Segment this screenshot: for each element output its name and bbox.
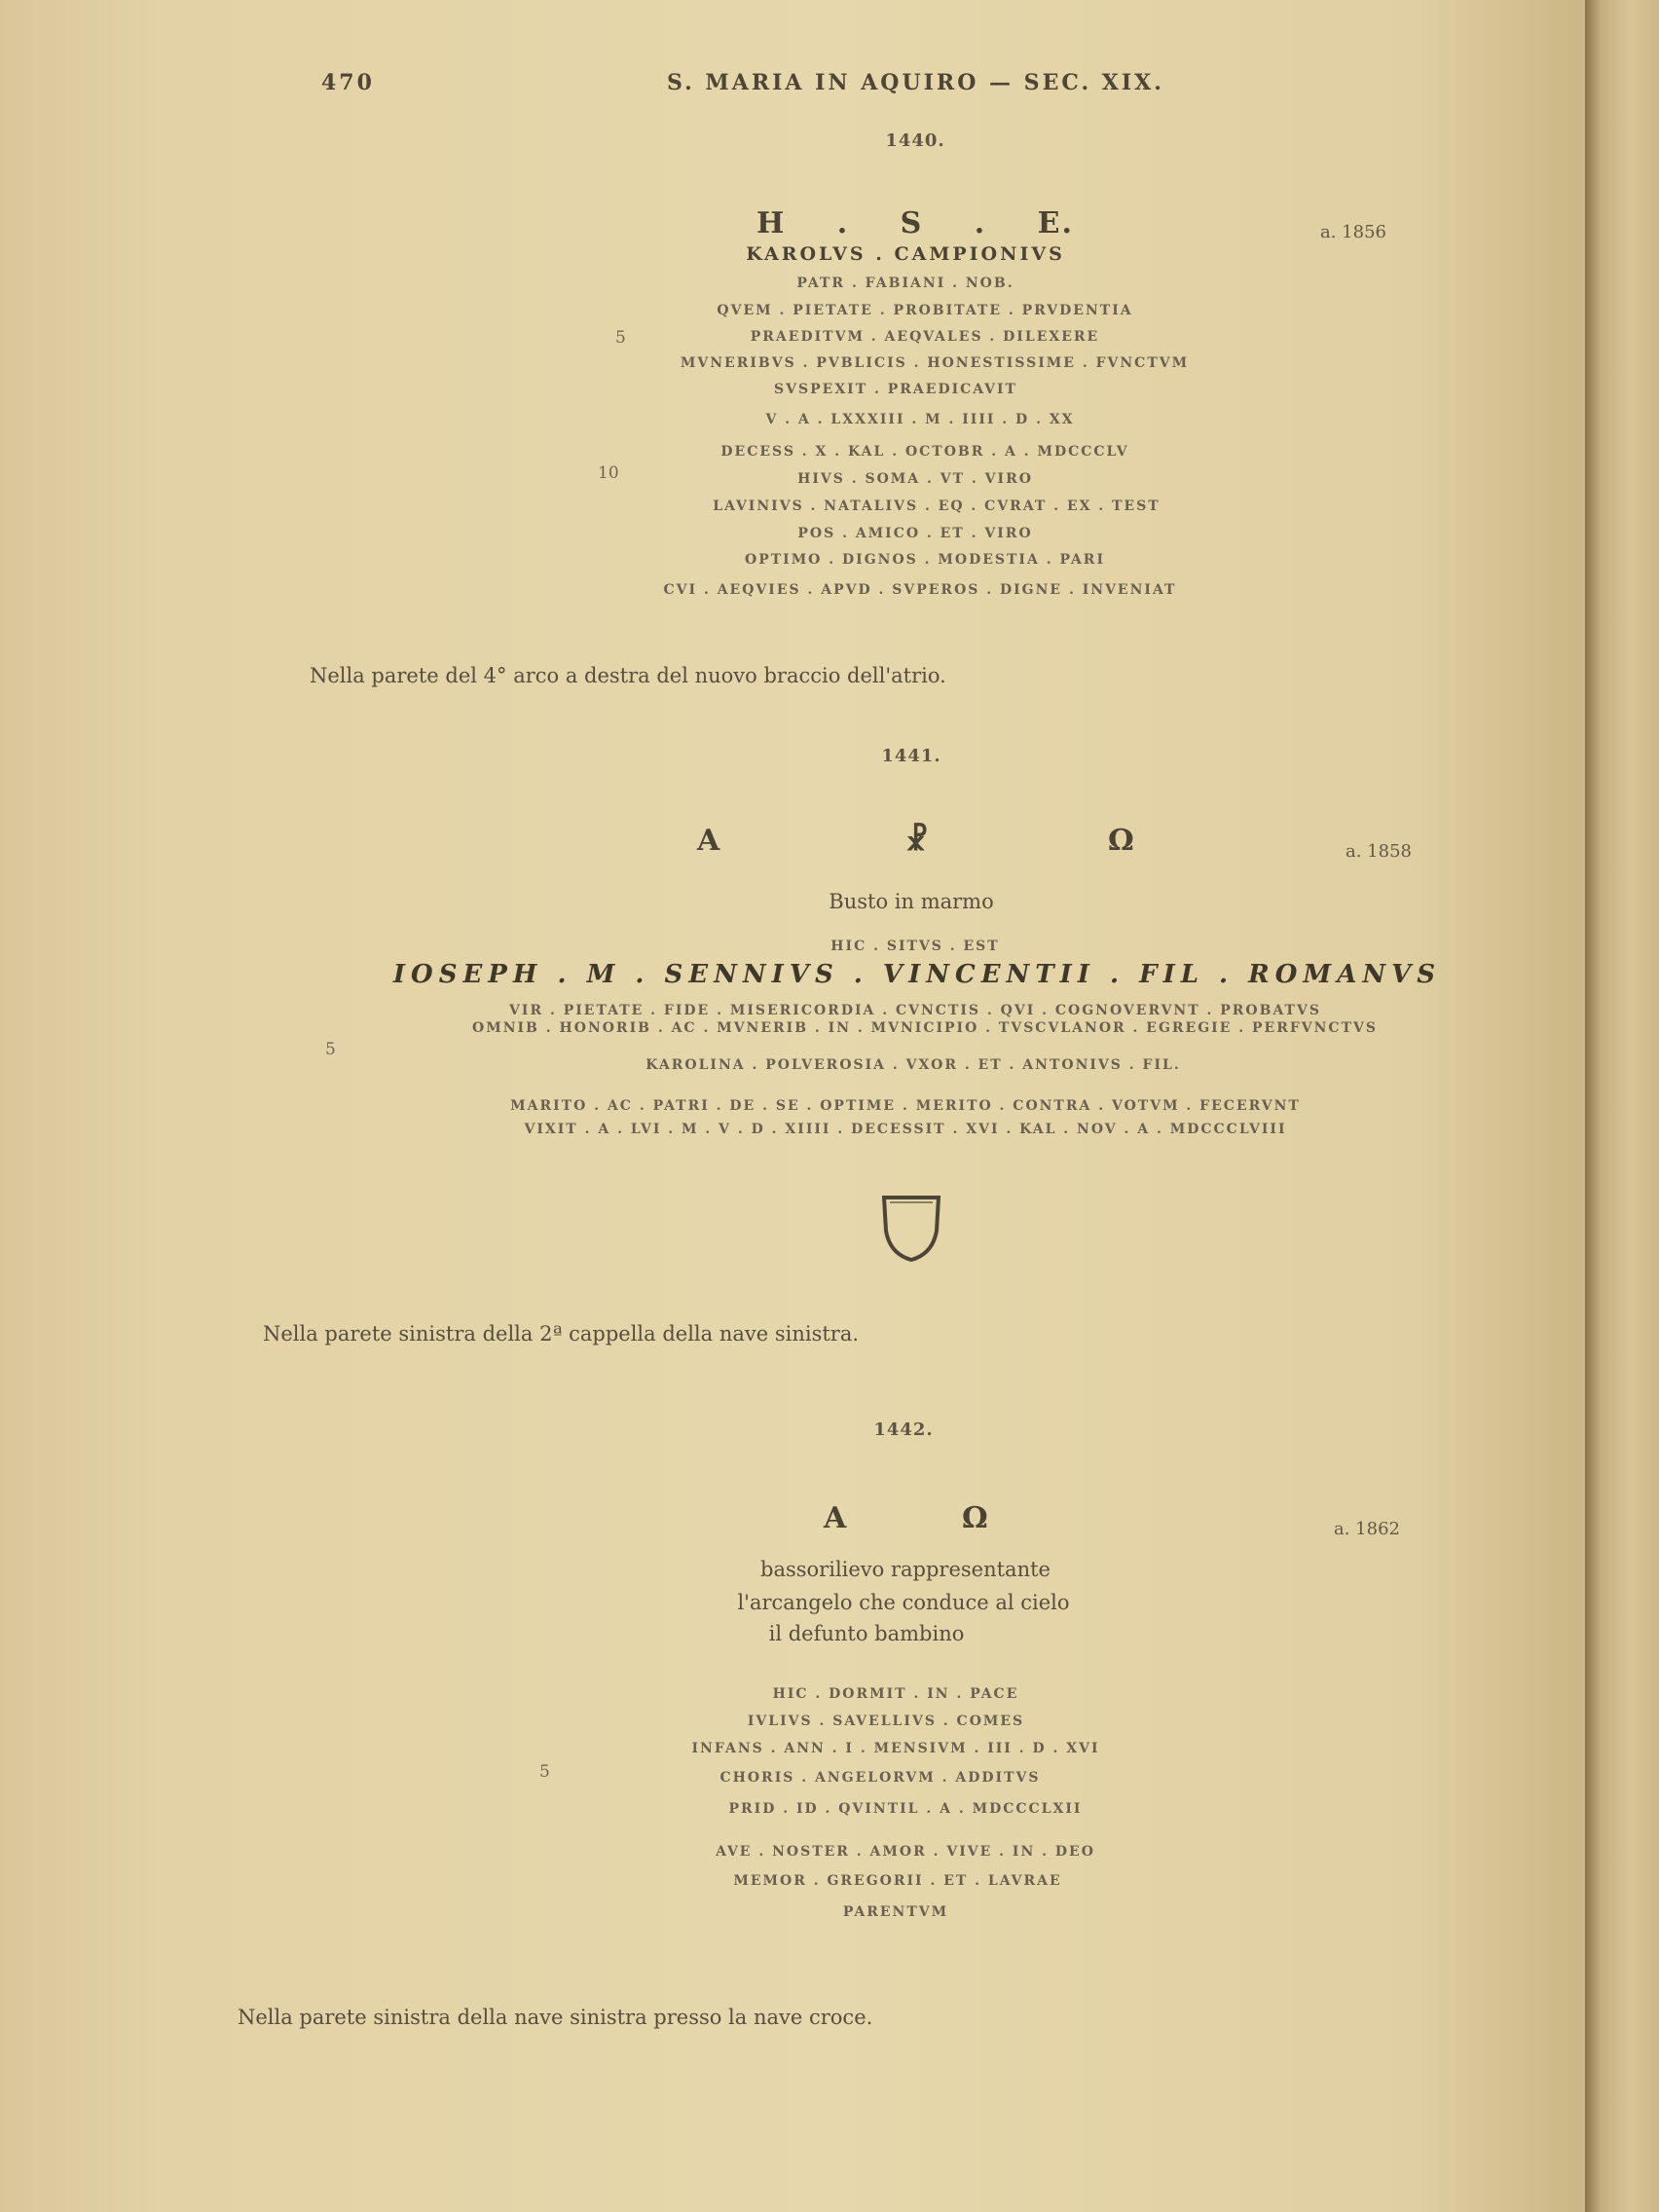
entry-number: 1442.	[873, 1419, 934, 1440]
inscription-heading: KAROLVS . CAMPIONIVS	[746, 243, 1065, 265]
inscription-line: PARENTVM	[842, 1904, 949, 1920]
entry-date: a. 1858	[1346, 841, 1412, 862]
inscription-line: KAROLINA . POLVEROSIA . VXOR . ET . ANTONIVS . FIL.	[645, 1057, 1181, 1073]
inscription-line: OPTIMO . DIGNOS . MODESTIA . PARI	[745, 552, 1105, 568]
running-title: S. MARIA IN AQUIRO — SEC. XIX.	[667, 70, 1164, 95]
inscription-line: MVNERIBVS . PVBLICIS . HONESTISSIME . FVNCTVM	[680, 355, 1190, 371]
entry-number: 1441.	[881, 746, 941, 766]
inscription-line: HIVS . SOMA . VT . VIRO	[797, 471, 1033, 487]
inscription-line: OMNIB . HONORIB . AC . MVNERIB . IN . MVNICIPIO . TVSCVLANOR . EGREGIE . PERFVNCTVS	[472, 1020, 1378, 1036]
inscription-line: VIXIT . A . LVI . M . V . D . XIIII . DECESSIT . XVI . KAL . NOV . A . MDCCCLVIII	[524, 1122, 1287, 1137]
line-number: 5	[539, 1762, 550, 1782]
sigla-omega: Ω	[1108, 824, 1136, 858]
location-caption: Nella parete del 4° arco a destra del nuovo braccio dell'atrio.	[310, 664, 946, 687]
inscription-line: HIC . SITVS . EST	[830, 939, 1000, 954]
entry-date: a. 1856	[1320, 222, 1386, 242]
page-number: 470	[321, 70, 375, 95]
inscription-line: LAVINIVS . NATALIVS . EQ . CVRAT . EX . TEST	[713, 498, 1161, 514]
location-caption: Nella parete sinistra della 2ª cappella della nave sinistra.	[263, 1322, 860, 1346]
sigla-chi-rho: ☧	[905, 824, 931, 858]
inscription-line: MEMOR . GREGORII . ET . LAVRAE	[733, 1873, 1062, 1889]
inscription-line: QVEM . PIETATE . PROBITATE . PRVDENTIA	[717, 303, 1133, 318]
location-caption: Nella parete sinistra della nave sinistra presso la nave croce.	[238, 2006, 873, 2029]
inscription-line: POS . AMICO . ET . VIRO	[797, 526, 1033, 541]
adjacent-page-edge	[1585, 0, 1659, 2212]
inscription-line: INFANS . ANN . I . MENSIVM . III . D . XVI	[691, 1741, 1100, 1756]
line-number: 5	[325, 1040, 336, 1059]
line-number: 5	[615, 328, 626, 348]
inscription-line: SVSPEXIT . PRAEDICAVIT	[774, 382, 1017, 397]
inscription-line: PRAEDITVM . AEQVALES . DILEXERE	[750, 329, 1100, 345]
line-number: 10	[598, 463, 619, 483]
inscription-line: V . A . LXXXIII . M . IIII . D . XX	[765, 412, 1075, 427]
entry-number: 1440.	[885, 130, 945, 151]
sigla-alpha: A	[824, 1501, 849, 1535]
inscription-line: AVE . NOSTER . AMOR . VIVE . IN . DEO	[716, 1844, 1095, 1860]
inscription-line: CVI . AEQVIES . APVD . SVPEROS . DIGNE . INVENIAT	[663, 582, 1177, 598]
inscription-line: MARITO . AC . PATRI . DE . SE . OPTIME . MERITO . CONTRA . VOTVM . FECERVNT	[510, 1098, 1301, 1114]
entry-date: a. 1862	[1334, 1519, 1400, 1539]
inscription-sigla: H . S . E.	[756, 206, 1074, 240]
monument-description: Busto in marmo	[829, 890, 994, 913]
monument-description-line: l'arcangelo che conduce al cielo	[737, 1591, 1070, 1614]
inscription-line: DECESS . X . KAL . OCTOBR . A . MDCCCLV	[720, 444, 1129, 460]
inscription-line: IVLIVS . SAVELLIVS . COMES	[747, 1714, 1025, 1729]
coat-of-arms-shield-icon	[876, 1192, 946, 1264]
inscription-line: PRID . ID . QVINTIL . A . MDCCCLXII	[728, 1801, 1083, 1817]
inscription-heading: IOSEPH . M . SENNIVS . VINCENTII . FIL . ROMANVS	[392, 960, 1442, 989]
sigla-omega: Ω	[962, 1501, 990, 1535]
inscription-line: CHORIS . ANGELORVM . ADDITVS	[719, 1770, 1041, 1786]
inscription-line: VIR . PIETATE . FIDE . MISERICORDIA . CVNCTIS . QVI . COGNOVERVNT . PROBATVS	[509, 1003, 1321, 1018]
monument-description-line: bassorilievo rappresentante	[760, 1558, 1051, 1581]
inscription-line: HIC . DORMIT . IN . PACE	[772, 1686, 1019, 1702]
monument-description-line: il defunto bambino	[768, 1622, 965, 1645]
inscription-line: PATR . FABIANI . NOB.	[796, 276, 1014, 291]
sigla-alpha: A	[697, 824, 722, 858]
